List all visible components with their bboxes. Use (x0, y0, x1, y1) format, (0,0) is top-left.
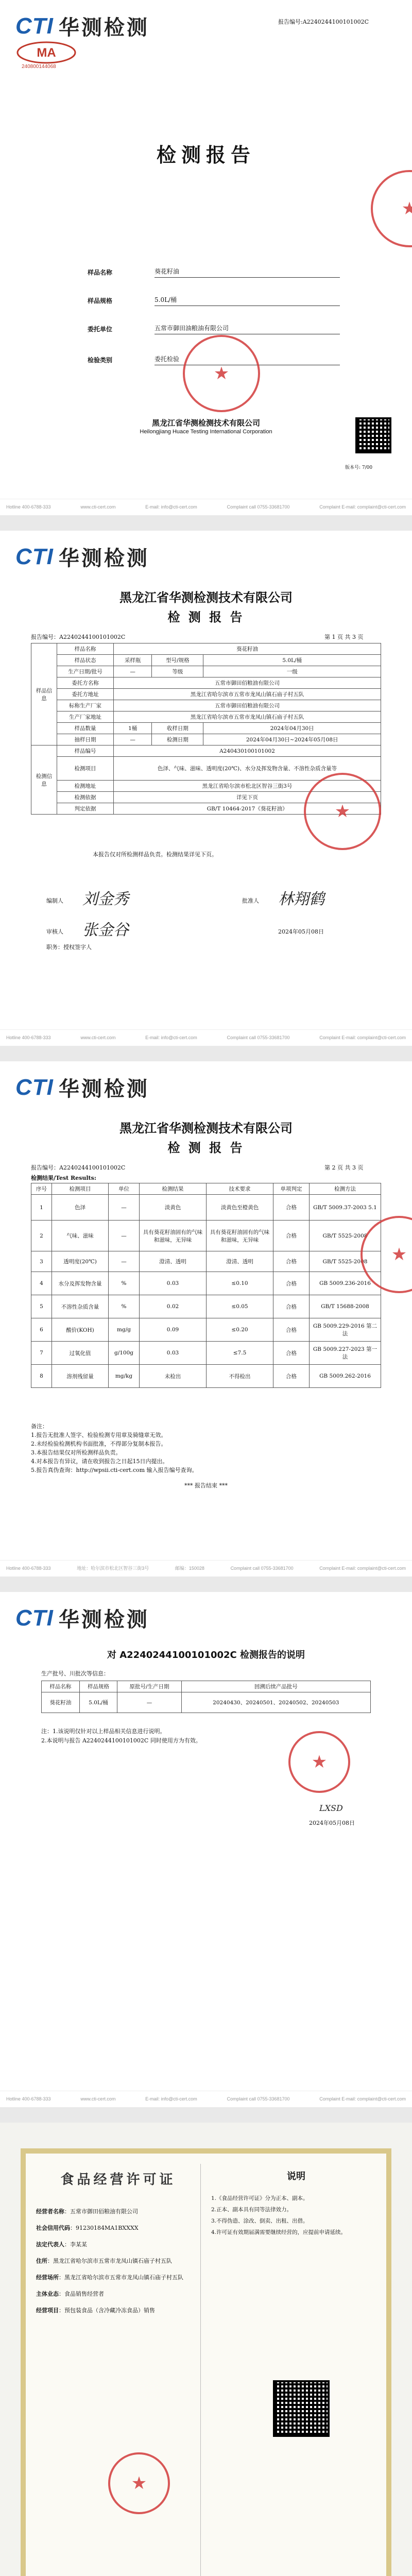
cti-logo: CTI 华测检测 (15, 1074, 149, 1101)
instructions-text: 1.《食品经营许可证》分为正本、副本。 2.正本、副本具有同等法律效力。 3.不得伪造、涂改、倒卖、出租、出借。 4.许可证有效期届满需要继续经营的，应提前申请延续。 (211, 2195, 347, 2235)
edge-stamp (371, 170, 412, 247)
explanation-title: 对 A2240244100101002C 检测报告的说明 (107, 1650, 305, 1660)
explanation-intro: 生产批号、川批次等信息： (41, 1670, 109, 1677)
group-sample-label: 样品信息 (31, 643, 57, 745)
table-row: 3 透明度(20℃) — 澄清、透明 澄清、透明 合格 GB/T 5525-2008 (31, 1251, 381, 1272)
reviewer-signature: 张金谷 (82, 921, 129, 939)
company-heading: 黑龙江省华测检测技术有限公司 (119, 590, 293, 605)
qr-code (355, 417, 391, 453)
compiler-label: 编制人 (46, 897, 63, 904)
inspection-type-label: 检验类别 (88, 357, 113, 364)
license-frame (21, 2148, 391, 2576)
official-stamp (183, 335, 260, 412)
remarks: 备注： 1.报告无批准人签字、检验检测专用章及骑缝章无效。 2.未经检验检测机构书面批准，不得部分复制本报告。 3.本报告结果仅对所检测样品负责。 4.对本报告有异议，请在收到报告之日起15日内提出。 5.报告真伪查询：http://wpsii.cti-cert.com 输入报告编号查询。 (31, 1423, 198, 1473)
results-header-row: 序号 检测项目 单位 检测结果 技术要求 单项判定 检测方法 (31, 1183, 381, 1195)
reviewer-label: 审核人 (46, 928, 63, 935)
cover-page (0, 0, 412, 515)
batch-table: 样品名称 样品规格 原批号/生产日期 回溯后续产品批号 葵花籽油 5.0L/桶 — 20240430、20240501、20240502、20240503 (41, 1681, 371, 1713)
report-page-2 (0, 1061, 412, 1577)
explanation-date: 2024年05月08日 (309, 1820, 355, 1826)
table-row: 2 气味、滋味 — 具有葵花籽油固有的气味和滋味，无异味 具有葵花籽油固有的气味和滋味，无异味 合格 GB/T 5525-2008 (31, 1221, 381, 1251)
official-stamp (304, 773, 381, 850)
cover-title: 检测报告 (156, 144, 255, 166)
license-title: 食品经营许可证 (60, 2172, 176, 2188)
license-page (0, 2123, 412, 2576)
sample-spec-value: 5.0L/桶 (154, 295, 340, 306)
report-title: 检 测 报 告 (167, 1141, 245, 1155)
page-footer: Hotline 400-6788-333 www.cti-cert.com E-mail: info@cti-cert.com Complaint call 0755-33681700 Complaint E-mail: complaint@cti-cert.com (0, 499, 412, 514)
cti-logo: CTI 华测检测 (15, 544, 149, 570)
license-qr-code (273, 2380, 330, 2437)
company-name-cn: 黑龙江省华测检测技术有限公司 (151, 418, 260, 428)
report-number: 报告编号：A2240244100101002C (31, 1164, 126, 1171)
sample-info-table: 样品信息 样品名称 葵花籽油 样品状态 采样瓶 型号/规格 5.0L/桶 生产日期/批号 — 等级 一级 委托方名称 五常市御田佰粮油有限公司 委托方地址 黑龙江省哈尔滨市五常市龙凤山镇石庙子村五队 标称生产厂家 五常市御田佰粮油有限公司 生产厂家地址 黑龙江省哈尔滨市五常市龙凤山镇石庙子村五队 样品数量 1桶 收样日期 2024年04月30日 抽样日期 — 检测日期 2024年04月30日~2024年05月08日 检测信息 样品编号 A240430100101002 检测项目 色泽、气味、滋味、透明度(20℃)、水分及挥发物含量、不溶性杂质含量等 检测地址 黑龙江省哈尔滨市松北区智谷三街3号 检测依据 详见下页 判定依据 GB/T 10464-2017《葵花籽油》 (31, 643, 381, 815)
note-1: 注：1.该说明仅针对以上样品相关信息进行说明。 (41, 1728, 166, 1735)
table-row: 7 过氧化值 g/100g 0.03 ≤7.5 合格 GB 5009.227-2023 第一法 (31, 1342, 381, 1365)
approver-signature: 林翔鹤 (278, 890, 324, 908)
results-table (31, 1183, 381, 1388)
note-2: 2.本说明与报告 A2240244100101002C 同时使用方为有效。 (41, 1737, 201, 1744)
report-title: 检 测 报 告 (167, 610, 245, 624)
page-number: 第 2 页 共 3 页 (324, 1164, 364, 1171)
cti-logo (15, 11, 149, 41)
logo-cti-text: CTI (15, 13, 54, 39)
sample-spec-label: 样品规格 (88, 297, 113, 304)
instructions-title: 说明 (287, 2171, 305, 2182)
logo-cn-text: 华测检测 (58, 16, 149, 40)
report-end: *** 报告结束 *** (184, 1482, 228, 1489)
cti-logo: CTI 华测检测 (15, 1605, 149, 1632)
report-number: 报告编号：A2240244100101002C (31, 634, 126, 640)
company-name-en: Heilongjiang Huace Testing International Corporation (140, 429, 272, 435)
version-number: 版本号: 7/00 (345, 465, 373, 470)
table-row: 4 水分及挥发物含量 % 0.03 ≤0.10 合格 GB 5009.236-2016 (31, 1272, 381, 1295)
page-footer: Hotline 400-6788-333 www.cti-cert.com E-mail: info@cti-cert.com Complaint call 0755-33681700 Complaint E-mail: complaint@cti-cert.com (0, 2091, 412, 2106)
explanation-signature: LXSD (319, 1803, 343, 1813)
license-left (36, 2164, 201, 2576)
report-note: 本报告仅对所检测样品负责。检测结果详见下页。 (93, 851, 217, 858)
cma-number: 240800144068 (22, 64, 56, 70)
table-row: 5 不溶性杂质含量 % 0.02 ≤0.05 合格 GB/T 15688-2008 (31, 1295, 381, 1318)
license-stamp (108, 2452, 170, 2514)
page-footer: Hotline 400-6788-333 地址：哈尔滨市松北区智谷三街3号 邮编：150028 Complaint call 0755-33681700 Complaint E-mail: complaint@cti-cert.com (0, 1560, 412, 1575)
table-row: 1 色泽 — 淡黄色 淡黄色至橙黄色 合格 GB/T 5009.37-2003 5.1 (31, 1195, 381, 1221)
sign-date: 2024年05月08日 (278, 928, 324, 935)
license-fields: 经营者名称：五常市御田佰粮油有限公司 社会信用代码：91230184MA1BXXXX 法定代表人：李某某 住所：黑龙江省哈尔滨市五常市龙凤山镇石庙子村五队 经营场所：黑龙江省哈尔滨市五常市龙凤山镇石庙子村五队 主体业态：食品销售经营者 经营项目：预包装食品（含冷藏冷冻食品）销售 (36, 2208, 183, 2314)
sample-name-label: 样品名称 (88, 269, 113, 276)
results-heading: 检测结果/Test Results: (31, 1175, 96, 1181)
approver-label: 批准人 (242, 897, 259, 904)
official-stamp (288, 1731, 350, 1793)
page-number: 第 1 页 共 3 页 (324, 634, 364, 640)
page-footer: Hotline 400-6788-333 www.cti-cert.com E-mail: info@cti-cert.com Complaint call 0755-33681700 Complaint E-mail: complaint@cti-cert.com (0, 1029, 412, 1045)
inspection-type-value: 委托检验 (154, 354, 340, 365)
group-test-label: 检测信息 (31, 745, 57, 815)
svg-text:MA: MA (37, 46, 56, 60)
report-page-1 (0, 531, 412, 1046)
license-right (211, 2164, 381, 2576)
authorized-signer-label: 职务：授权签字人 (46, 944, 92, 951)
report-number: 报告编号:A2240244100101002C (278, 19, 369, 25)
compiler-signature: 刘金秀 (82, 890, 129, 908)
explanation-page (0, 1592, 412, 2107)
client-value: 五常市御田油粮油有限公司 (154, 324, 340, 334)
company-heading: 黑龙江省华测检测技术有限公司 (119, 1121, 293, 1136)
table-row: 8 溶剂残留量 mg/kg 未检出 不得检出 合格 GB 5009.262-2016 (31, 1365, 381, 1388)
table-row: 6 酸价(KOH) mg/g 0.09 ≤0.20 合格 GB 5009.229-2016 第二法 (31, 1318, 381, 1342)
client-label: 委托单位 (88, 326, 113, 333)
sample-name-value: 葵花籽油 (154, 267, 340, 278)
cma-mark (15, 40, 77, 72)
